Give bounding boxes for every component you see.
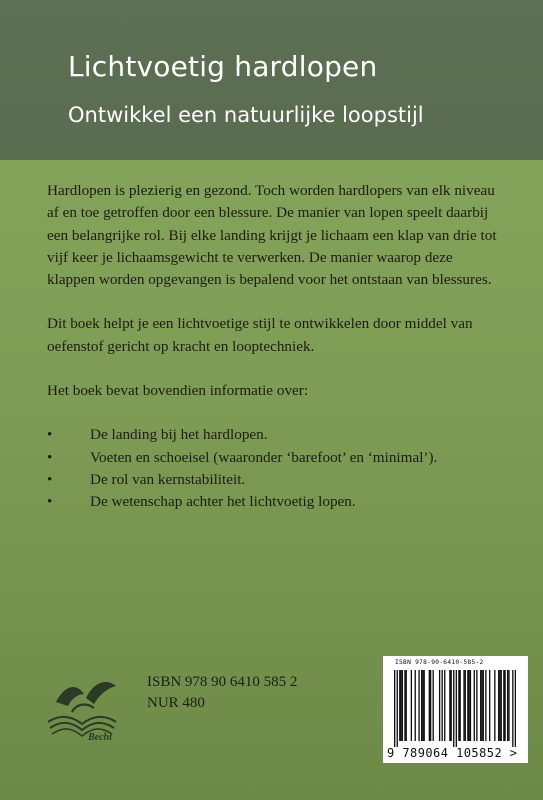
topic-text: De rol van kernstabiliteit. — [90, 470, 246, 488]
bullet-icon: • — [47, 470, 53, 488]
barcode-bar — [458, 670, 459, 741]
publisher-name: Becht — [88, 732, 112, 743]
barcode-bar — [429, 670, 430, 741]
topic-list-item — [47, 447, 502, 469]
barcode-bar — [397, 670, 398, 747]
barcode-isbn-text: ISBN 978-90-6410-585-2 — [395, 659, 484, 666]
barcode-bar — [470, 670, 471, 741]
barcode-bar — [498, 670, 499, 741]
isbn-block — [147, 672, 297, 714]
barcode-bar — [512, 670, 513, 747]
barcode-bar — [468, 670, 469, 741]
barcode-bar — [508, 670, 509, 741]
barcode-bar — [463, 670, 464, 741]
topic-list-item — [47, 424, 502, 446]
barcode-bar — [507, 670, 508, 741]
barcode-bar — [411, 670, 412, 741]
topic-list — [47, 424, 502, 513]
barcode-bar — [422, 670, 423, 741]
barcode-bar — [504, 670, 505, 741]
barcode-bar — [485, 670, 486, 741]
barcode-bar — [453, 670, 454, 747]
blurb-paragraph-3: Het boek bevat bovendien informatie over: — [47, 382, 309, 400]
barcode-bar — [400, 670, 401, 741]
blurb-paragraph-2: Dit boek helpt je een lichtvoetige stijl te ontwikkelen door middel van oefenstof gericht op kracht en looptechniek. — [47, 315, 473, 355]
barcode-bar — [421, 670, 422, 741]
topic-list-item — [47, 491, 502, 513]
barcode-bar — [402, 670, 403, 741]
barcode-bars — [394, 670, 516, 747]
barcode-bar — [499, 670, 500, 741]
book-title: Lichtvoetig hardlopen — [68, 50, 378, 83]
topic-text: Voeten en schoeisel (waaronder ‘barefoot’ en ‘minimal’). — [90, 448, 438, 466]
isbn-number: ISBN 978 90 6410 585 2 — [147, 674, 298, 690]
barcode-bar — [442, 670, 443, 741]
barcode-bar — [430, 670, 431, 741]
barcode-bar — [394, 670, 395, 747]
barcode-digits: 9 789064 105852 > — [387, 746, 518, 760]
topic-text: De landing bij het hardlopen. — [90, 426, 268, 444]
book-subtitle: Ontwikkel een natuurlijke loopstijl — [68, 103, 424, 127]
barcode-bar — [406, 670, 407, 741]
barcode-bar — [483, 670, 484, 741]
barcode-bar — [404, 670, 405, 741]
barcode-bar — [474, 670, 475, 741]
barcode-bar — [418, 670, 419, 741]
barcode-bar — [480, 670, 481, 741]
barcode-bar — [503, 670, 504, 741]
topic-list-item — [47, 469, 502, 491]
barcode-bar — [399, 670, 400, 741]
barcode-bar — [515, 670, 516, 747]
barcode-bar — [489, 670, 490, 741]
blurb — [47, 180, 502, 514]
barcode-bar — [433, 670, 434, 741]
bullet-icon: • — [47, 426, 53, 444]
nur-code: NUR 480 — [147, 695, 205, 711]
barcode-bar — [494, 670, 495, 741]
bullet-icon: • — [47, 493, 53, 511]
barcode-bar — [467, 670, 468, 741]
barcode-bar — [465, 670, 466, 741]
barcode-bar — [449, 670, 450, 741]
barcode-bar — [481, 670, 482, 741]
blurb-paragraph-1: Hardlopen is plezierig en gezond. Toch worden hardlopers van elk niveau af en toe getroffen door een blessure. De manier van lopen speelt daarbij een belangrijke rol. Bij elke landing krijgt je lichaam een klap van drie tot vijf keer je lichaamsgewicht te verwerken. De manier waarop deze klappen worden opgevangen is bepalend voor het ontstaan van blessures. — [47, 182, 497, 289]
barcode-bar — [451, 670, 452, 741]
barcode-bar — [456, 670, 457, 747]
topic-text: De wetenschap achter het lichtvoetig lopen. — [90, 493, 356, 511]
header-band — [0, 0, 543, 160]
barcode-bar — [444, 670, 445, 741]
barcode-bar — [459, 670, 460, 741]
barcode-bar — [424, 670, 425, 741]
barcode-bar — [476, 670, 477, 741]
bullet-icon: • — [47, 448, 53, 466]
barcode-bar — [415, 670, 416, 741]
barcode — [383, 656, 528, 763]
barcode-bar — [439, 670, 440, 741]
barcode-bar — [501, 670, 502, 741]
